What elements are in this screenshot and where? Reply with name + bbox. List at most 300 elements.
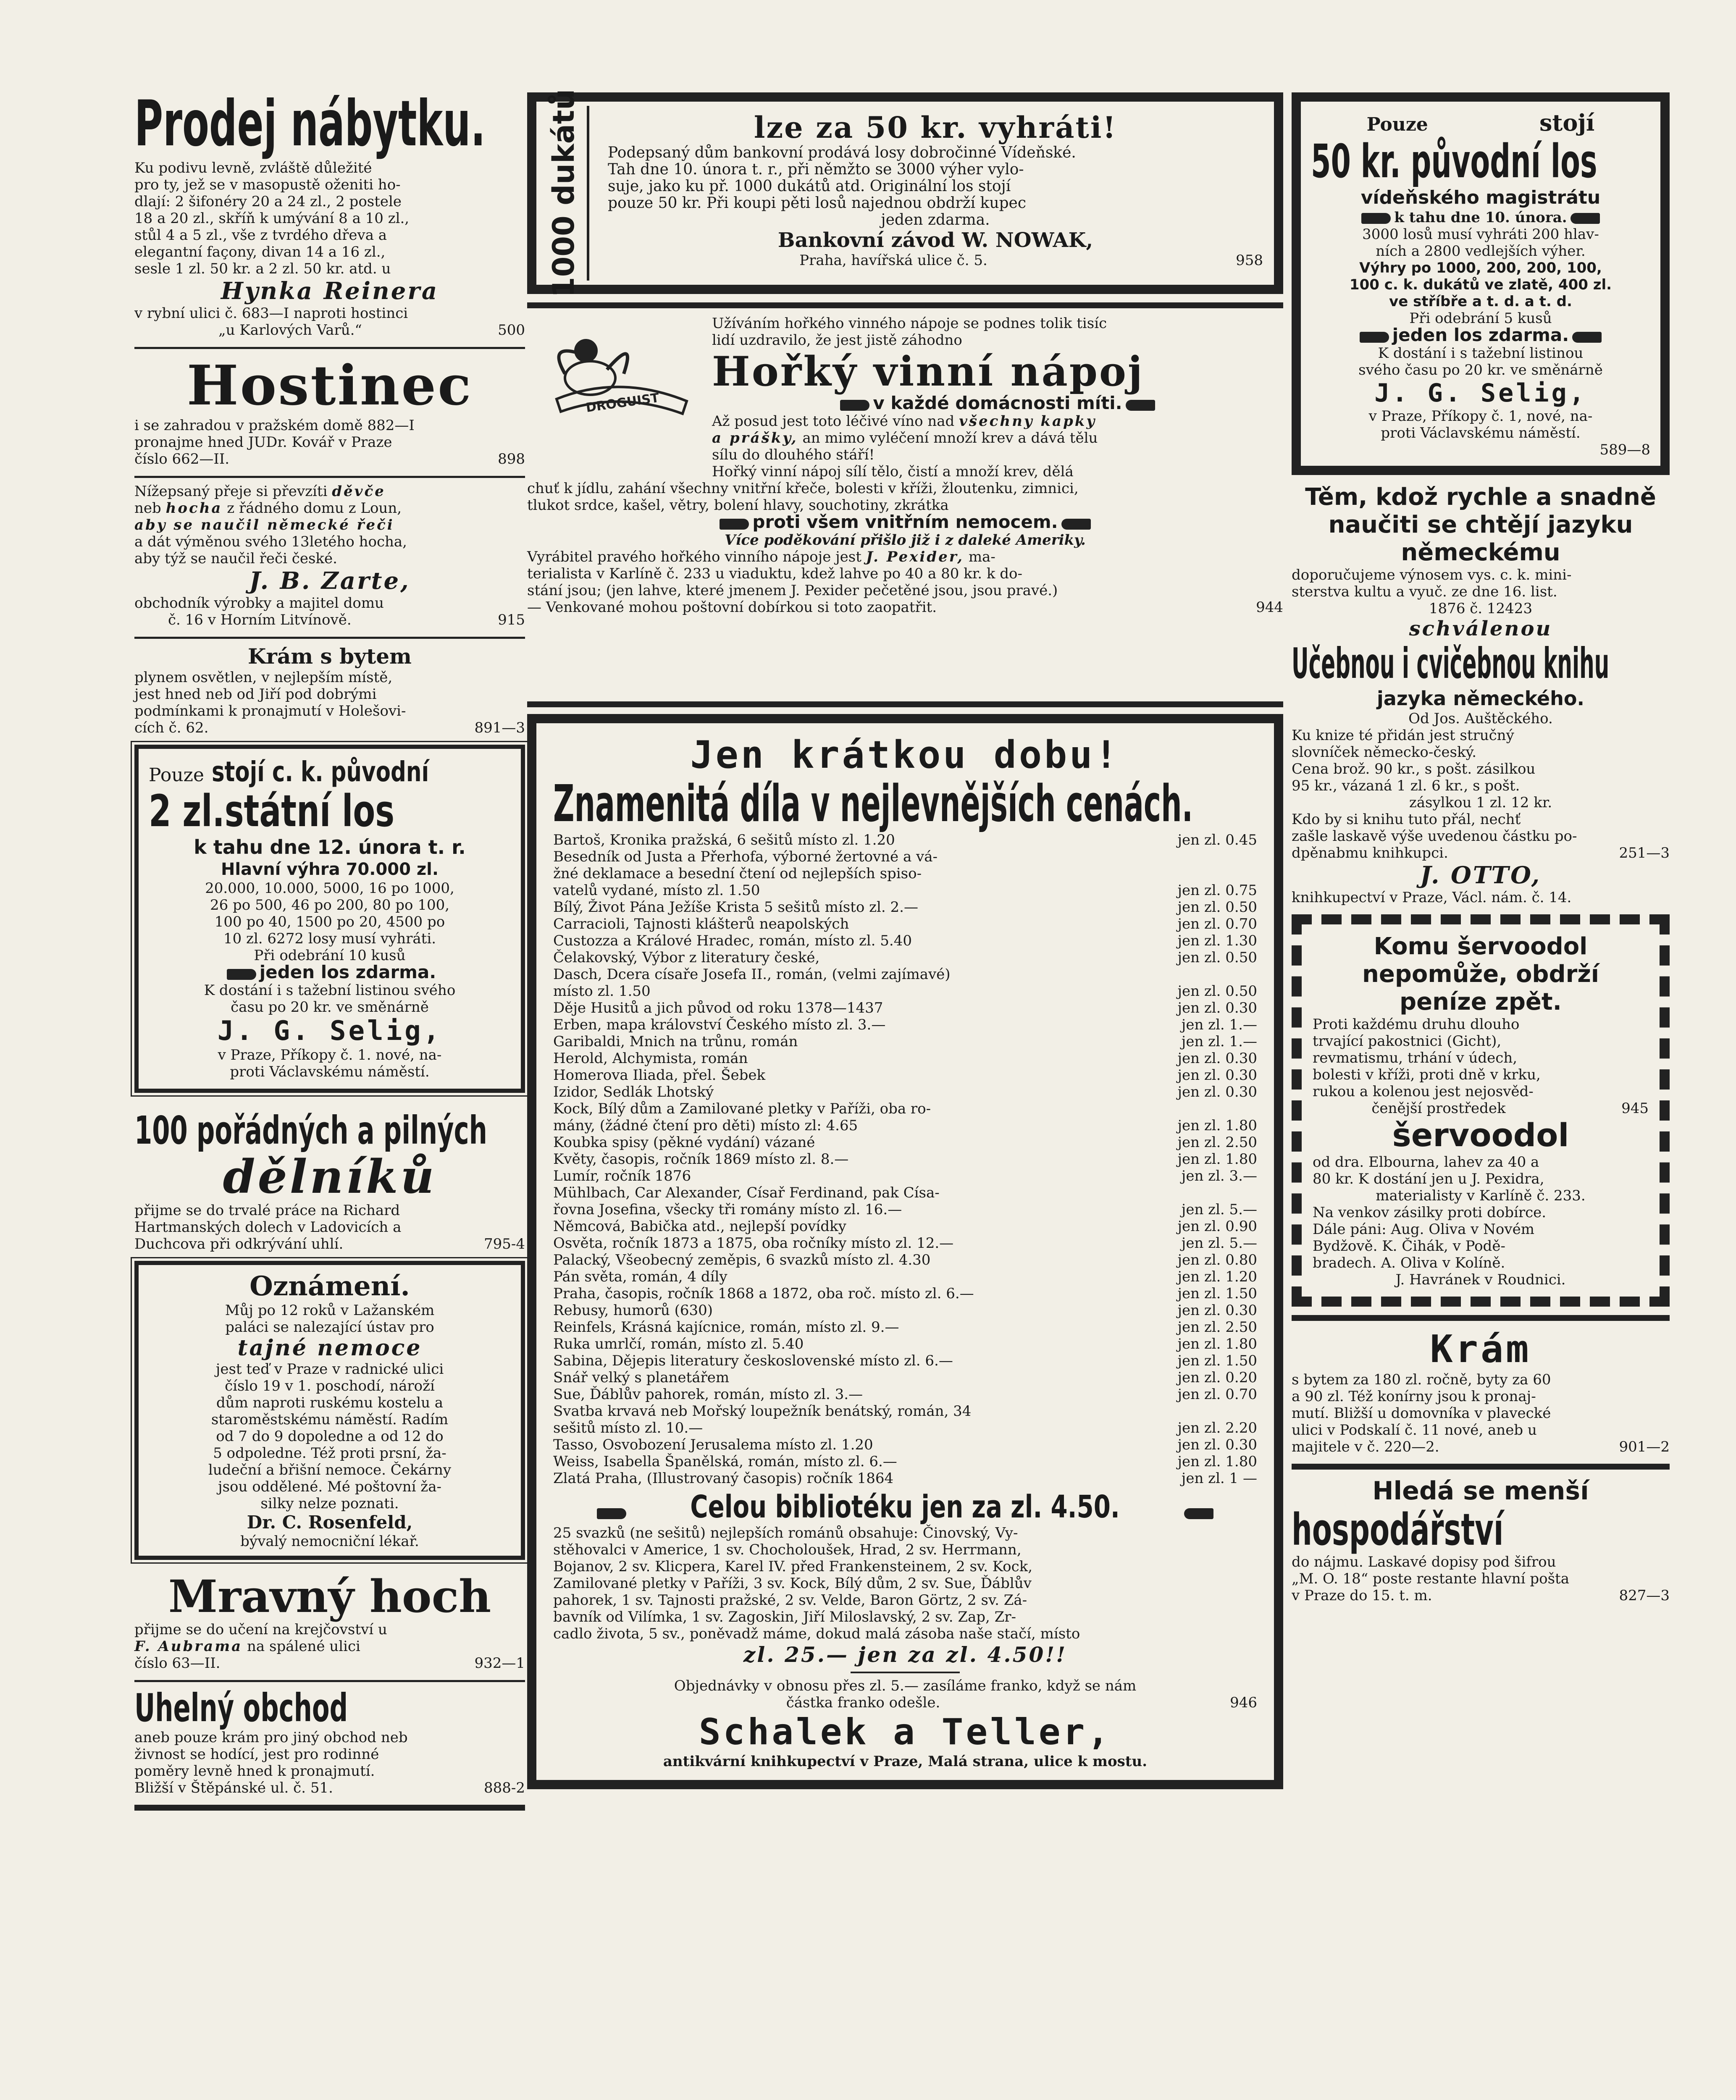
book-price: jen zl. 0.75: [1177, 882, 1257, 899]
ad-text: cadlo života, 5 sv., poněvadž máme, dokud malá zásoba naše stačí, místo: [553, 1625, 1080, 1642]
ad-coal-shop: [134, 1687, 525, 1796]
book-row: [553, 1268, 1257, 1285]
ad-text: stěhovalci v Americe, 1 sv. Chocholoušek, Hrad, 2 sv. Herrmann,: [553, 1541, 1022, 1558]
book-row: [553, 1016, 1257, 1033]
ad-text: chuť k jídlu, zahání všechny vnitřní křeče, bolesti v kříži, žloutenku, zimnici,: [527, 480, 1079, 497]
book-price: jen zl. 0.30: [1177, 1067, 1257, 1084]
ad-headline: hospodářství: [1292, 1504, 1504, 1555]
book-row: [553, 1252, 1257, 1268]
ad-keyword: všechny kapky: [959, 413, 1097, 430]
ad-text: dpěnabmu knihkupci.: [1292, 845, 1448, 861]
advertiser-name: Dr. C. Rosenfeld,: [247, 1512, 413, 1533]
ad-headline: peníze zpět.: [1400, 988, 1562, 1016]
ad-headline: 50 kr. původní los: [1311, 134, 1597, 188]
book-row: [553, 1100, 1257, 1117]
ad-address: „u Karlových Varů.“: [218, 322, 362, 339]
book-row: [553, 1151, 1257, 1168]
book-price: jen zl. 1.80: [1177, 1336, 1257, 1352]
ad-text: Můj po 12 roků v Lažanském: [225, 1302, 435, 1319]
ad-number: 945: [1621, 1100, 1649, 1117]
ad-text: pahorek, 1 sv. Tajnosti pražské, 2 sv. Velde, Baron Görtz, 2 sv. Zá-: [553, 1592, 1027, 1609]
advertiser-name: J. B. Zarte,: [249, 567, 410, 595]
book-price: jen zl. 1.20: [1177, 1268, 1257, 1285]
book-title: Carracioli, Tajnosti klášterů neapolských: [553, 916, 849, 932]
ad-number: 589—8: [1599, 441, 1650, 458]
book-row: [553, 1201, 1257, 1218]
divider: [134, 1680, 525, 1682]
ad-text: Vyrábitel pravého hořkého vinního nápoje jest: [527, 549, 861, 565]
ad-text: čenější prostředek: [1371, 1100, 1506, 1117]
book-price: jen zl. 3.—: [1181, 1168, 1257, 1184]
ad-text: neb: [134, 500, 161, 517]
ad-headline: Krám s bytem: [248, 644, 412, 669]
book-price: jen zl. 0.30: [1177, 1436, 1257, 1453]
advertiser-name: Schalek a Teller,: [699, 1711, 1112, 1753]
ad-text: zašle laskavě výše uvedenou částku po-: [1292, 828, 1577, 845]
divider: [1292, 1464, 1670, 1470]
ad-text: sílu do dlouhého stáří!: [712, 446, 875, 463]
pointing-hand-icon: [227, 969, 256, 980]
book-row: [553, 1050, 1257, 1067]
ad-number: 888-2: [483, 1780, 525, 1796]
ad-number: 932—1: [474, 1655, 525, 1672]
ad-text: živnost se hodící, jest pro rodinné: [134, 1746, 379, 1763]
ad-number: 915: [498, 612, 525, 628]
ad-headline: německému: [1401, 539, 1560, 566]
book-price: jen zl. 1.80: [1177, 1117, 1257, 1134]
side-label-text: 1000 dukátů: [546, 89, 581, 298]
book-row: [553, 1386, 1257, 1403]
ad-address: antikvární knihkupectví v Praze, Malá strana, ulice k mostu.: [663, 1753, 1148, 1770]
ad-text: bolesti v kříži, proti dně v krku,: [1313, 1066, 1541, 1083]
ad-text: silky nelze poznati.: [260, 1495, 399, 1512]
ad-text: sesle 1 zl. 50 kr. a 2 zl. 50 kr. atd. u: [134, 260, 391, 277]
ad-text: od dra. Elbourna, lahev za 40 a: [1313, 1154, 1539, 1171]
ad-text: Ku podivu levně, zvláště důležité: [134, 160, 372, 176]
book-price: [1173, 848, 1257, 865]
ad-text: podmínkami k pronajmutí v Holešovi-: [134, 703, 406, 719]
ad-text: elegantní façony, divan 14 a 16 zl.,: [134, 244, 386, 260]
book-price: jen zl. 5.—: [1181, 1235, 1257, 1252]
ad-text: — Venkované mohou poštovní dobírkou si toto zaopatřit.: [527, 599, 937, 616]
ad-text: plynem osvětlen, v nejlepším místě,: [134, 669, 393, 686]
ad-text: suje, jako ku př. 1000 dukátů atd. Originální los stojí: [608, 178, 1011, 195]
book-row: [553, 983, 1257, 1000]
ad-headline: Krám: [1430, 1327, 1531, 1371]
pointing-hand-icon: [840, 400, 869, 411]
ad-bitter-wine: [527, 315, 1283, 693]
ad-text: proti Václavskému náměstí.: [1381, 425, 1581, 441]
ad-text: jeden los zdarma.: [259, 962, 436, 982]
book-row: [553, 1184, 1257, 1201]
book-title: Erben, mapa království Českého místo zl. 3.—: [553, 1016, 886, 1033]
book-title: Dasch, Dcera císaře Josefa II., román, (velmi zajímavé): [553, 966, 951, 983]
ad-big-title: Učebnou i cvičebnou knihu: [1292, 639, 1610, 688]
book-row: [553, 848, 1257, 865]
advertiser-name: Bankovní závod W. NOWAK,: [777, 228, 1093, 252]
ad-keyword: a prášky,: [712, 430, 798, 446]
ad-inn: [134, 354, 525, 467]
book-row: [553, 1067, 1257, 1084]
ad-text: v Praze do 15. t. m.: [1292, 1587, 1432, 1604]
pointing-hand-icon: [1361, 213, 1391, 224]
ad-headline: Oznámení.: [250, 1270, 410, 1302]
book-title: Bartoš, Kronika pražská, 6 sešitů místo zl. 1.20: [553, 832, 895, 848]
ad-text: 10 zl. 6272 losy musí vyhráti.: [223, 930, 436, 947]
column-right: [1292, 92, 1670, 1612]
ad-text: poměry levně hned k pronajmutí.: [134, 1763, 375, 1780]
ad-keyword: děvče: [332, 483, 386, 500]
book-price: jen zl. 1.30: [1177, 932, 1257, 949]
book-title: Čelakovský, Výbor z literatury české,: [553, 949, 820, 966]
book-row: [553, 1168, 1257, 1184]
ad-text: doporučujeme výnosem vys. c. k. mini-: [1292, 567, 1572, 583]
book-price: jen zl. 2.50: [1177, 1319, 1257, 1336]
ad-text: cích č. 62.: [134, 719, 209, 736]
divider: [134, 347, 525, 349]
book-row: [553, 865, 1257, 882]
ad-headline: Hořký vinní nápoj: [712, 348, 1144, 395]
book-price: [1173, 865, 1257, 882]
ad-text: bradech. A. Oliva v Kolíně.: [1313, 1255, 1505, 1271]
book-title: Reinfels, Krásná kajícnice, román, místo zl. 9.—: [553, 1319, 899, 1336]
ad-text: pronajme hned JUDr. Kovář v Praze: [134, 434, 392, 451]
ad-text: Kdo by si knihu tuto přál, nechť: [1292, 811, 1521, 828]
ad-number: 795-4: [483, 1236, 525, 1252]
ad-text: jazyka německého.: [1377, 687, 1584, 710]
ad-text: Ku knize té přidán jest stručný: [1292, 727, 1514, 744]
ad-keyword: tajné nemoce: [237, 1335, 422, 1361]
ad-text: Dále páni: Aug. Oliva v Novém: [1313, 1221, 1534, 1238]
pointing-hand-icon: [1184, 1508, 1213, 1519]
divider: [134, 1805, 525, 1811]
ad-text: času po 20 kr. ve směnárně: [231, 999, 429, 1016]
ad-headline: Komu šervoodol: [1374, 933, 1588, 960]
ad-text: 5 odpoledne. Též proti prsní, ža-: [213, 1445, 446, 1462]
book-row: [553, 932, 1257, 949]
ad-german-textbook: [1292, 483, 1670, 906]
ad-text: obchodník výrobky a majitel domu: [134, 595, 384, 612]
ad-text: stojí c. k. původní: [211, 756, 429, 788]
ad-text: číslo 662—II.: [134, 451, 230, 467]
ad-text: stání jsou; (jen lahve, které jmenem J. Pexider pečetěné jsou, jsou pravé.): [527, 582, 1058, 599]
divider: [1292, 1315, 1670, 1321]
ad-text: tlukot srdce, kašel, větry, bolení hlavy, souchotiny, zkrátka: [527, 497, 949, 514]
advertiser-name: J. G. Selig,: [1374, 378, 1587, 408]
ad-text: v každé domácnosti míti.: [873, 393, 1122, 413]
book-title: mány, (žádné čtení pro děti) místo zl: 4.65: [553, 1117, 858, 1134]
ad-text: číslo 63—II.: [134, 1655, 221, 1672]
ad-text: 95 kr., vázaná 1 zl. 6 kr., s pošt.: [1292, 777, 1520, 794]
book-price: jen zl. 1.50: [1177, 1352, 1257, 1369]
book-price: jen zl. 1.—: [1181, 1033, 1257, 1050]
book-title: řovna Josefina, všecky tři romány místo zl. 16.—: [553, 1201, 902, 1218]
advertiser-name: F. Aubrama: [134, 1638, 243, 1655]
book-price: jen zl. 0.30: [1177, 1302, 1257, 1319]
ad-text: paláci se nalezající ústav pro: [225, 1319, 434, 1336]
book-price: jen zl. 0.30: [1177, 1000, 1257, 1016]
ad-text: a 90 zl. Též konírny jsou k pronaj-: [1292, 1388, 1536, 1405]
book-price: jen zl. 1.80: [1177, 1151, 1257, 1168]
ad-text: v Praze, Příkopy č. 1, nové, na-: [1368, 408, 1593, 425]
pointing-hand-icon: [1571, 213, 1600, 224]
book-row: [553, 1084, 1257, 1100]
ad-tailor-apprentice: [134, 1572, 525, 1672]
book-title: Sue, Ďáblův pahorek, román, místo zl. 3.—: [553, 1386, 863, 1403]
ad-text: sterstva kultu a vyuč. ze dne 16. list.: [1292, 583, 1557, 600]
advertiser-name: J. Pexider,: [866, 549, 964, 565]
ad-text: 1876 č. 12423: [1429, 600, 1533, 617]
ad-text: bývalý nemocniční lékař.: [240, 1533, 419, 1550]
book-price: jen zl. 0.50: [1177, 949, 1257, 966]
ad-text: přijme se do učení na krejčovství u: [134, 1621, 387, 1638]
book-row: [553, 916, 1257, 932]
advertiser-name: J. OTTO,: [1420, 861, 1542, 889]
book-row: [553, 1134, 1257, 1151]
book-price: jen zl. 0.20: [1177, 1369, 1257, 1386]
book-row: [553, 1235, 1257, 1252]
book-title: Květy, časopis, ročník 1869 místo zl. 8.—: [553, 1151, 849, 1168]
ad-text: jeden los zdarma.: [1392, 325, 1569, 345]
ad-text: vídeňského magistrátu: [1360, 187, 1601, 208]
pointing-hand-icon: [597, 1508, 626, 1519]
ad-servoodol: [1292, 914, 1670, 1307]
divider: [851, 1672, 960, 1673]
book-price-list: [553, 832, 1257, 1487]
book-row: [553, 1117, 1257, 1134]
book-title: Homerova Iliada, přel. Šebek: [553, 1067, 766, 1084]
ad-text: Hlavní výhra 70.000 zl.: [221, 860, 439, 879]
side-label: [541, 89, 589, 298]
ad-text: J. Havránek v Roudnici.: [1395, 1271, 1566, 1288]
ad-text: od 7 do 9 dopoledne a od 12 do: [216, 1428, 444, 1445]
ad-text: Užíváním hořkého vinného nápoje se podnes tolik tisíc: [712, 315, 1107, 332]
book-price: jen zl. 1.80: [1177, 1453, 1257, 1470]
column-center: [527, 89, 1283, 1798]
ad-text: aby týž se naučil řeči české.: [134, 550, 337, 567]
column-left: [134, 87, 525, 1817]
ad-text: Bližší v Štěpánské ul. č. 51.: [134, 1780, 333, 1796]
ad-text: Zamilované pletky v Paříži, 3 sv. Kock, Bílý dům, 2 sv. Sue, Ďáblův: [553, 1575, 1032, 1592]
book-row: [553, 1403, 1257, 1420]
ad-number: 500: [498, 322, 525, 339]
ad-text: jsou oddělené. Mé poštovní ža-: [218, 1478, 441, 1495]
book-title: Zlatá Praha, (Illustrovaný časopis) ročník 1864: [553, 1470, 894, 1487]
ad-text: a dát výměnou svého 13letého hocha,: [134, 533, 407, 550]
ad-text: Objednávky v obnosu přes zl. 5.— zasíláme franko, když se nám: [674, 1677, 1137, 1694]
ad-total-offer: Celou bibliotéku jen za zl. 4.50.: [690, 1489, 1120, 1525]
ad-text: Výhry po 1000, 200, 200, 100,: [1359, 260, 1602, 276]
ad-text: Více poděkování přišlo již i z daleké Ameriky.: [725, 532, 1086, 549]
ad-text: Při odebrání 10 kusů: [254, 947, 406, 964]
ad-text: stojí: [1539, 109, 1595, 136]
ad-text: trvající pakostnici (Gicht),: [1313, 1033, 1502, 1050]
ad-address: Praha, havířská ulice č. 5.: [799, 252, 987, 269]
ad-text: Pouze: [1366, 114, 1428, 135]
ad-text: 18 a 20 zl., skříň k umývání 8 a 10 zl.,: [134, 210, 410, 227]
ad-text: 20.000, 10.000, 5000, 16 po 1000,: [205, 880, 454, 897]
book-title: Weiss, Isabella Španělská, román, místo zl. 6.—: [553, 1453, 897, 1470]
ad-text: ve stříbře a t. d. a t. d.: [1389, 293, 1572, 310]
ad-subheadline: Znamenitá díla v nejlevnějších cenách.: [553, 775, 1193, 833]
ad-text: 3000 losů musí vyhráti 200 hlav-: [1362, 226, 1599, 243]
ad-text: 26 po 500, 46 po 200, 80 po 100,: [210, 897, 450, 914]
book-row: [553, 1436, 1257, 1453]
book-price: jen zl. 2.50: [1177, 1134, 1257, 1151]
ad-headline: 100 pořádných a pilných: [134, 1108, 487, 1153]
ad-text: Pouze: [149, 764, 204, 786]
ad-text: Na venkov zásilky proti dobírce.: [1313, 1204, 1547, 1221]
book-price: jen zl. 1.—: [1181, 1016, 1257, 1033]
ad-text: Od Jos. Auštěckého.: [1408, 710, 1553, 727]
book-row: [553, 1285, 1257, 1302]
ad-address: knihkupectví v Praze, Václ. nám. č. 14.: [1292, 889, 1572, 906]
book-title: Besedník od Justa a Přerhofa, výborné žertovné a vá-: [553, 848, 938, 865]
ad-text: Nížepsaný přeje si převzíti: [134, 483, 328, 500]
ad-text: Proti každému druhu dlouho: [1313, 1016, 1520, 1033]
book-title: žné deklamace a besední čtení od nejlepších spiso-: [553, 865, 922, 882]
angel-banner-text: DROGUIST: [585, 390, 660, 416]
ad-text: dlají: 2 šifonéry 20 a 24 zl., 2 postele: [134, 193, 402, 210]
book-title: Herold, Alchymista, román: [553, 1050, 748, 1067]
ad-text: K dostání i s tažební listinou: [1378, 345, 1584, 362]
book-title: Mühlbach, Car Alexander, Císař Ferdinand, pak Císa-: [553, 1184, 940, 1201]
ad-headline: Prodej nábytku.: [134, 87, 486, 160]
ad-text: bavník od Vilímka, 1 sv. Zagoskin, Jiří Miloslavský, 2 sv. Zap, Zr-: [553, 1609, 1016, 1625]
ad-text: jeden zdarma.: [881, 211, 990, 228]
pointing-hand-icon: [1061, 519, 1091, 530]
book-title: Palacký, Všeobecný zeměpis, 6 svazků místo zl. 4.30: [553, 1252, 931, 1268]
book-title: Bílý, Život Pána Ježíše Krista 5 sešitů místo zl. 2.—: [553, 899, 918, 916]
book-row: [553, 966, 1257, 983]
book-price: jen zl. 0.30: [1177, 1050, 1257, 1067]
book-title: Garibaldi, Mnich na trůnu, román: [553, 1033, 798, 1050]
ad-number: 898: [498, 451, 525, 467]
ad-text: Bojanov, 2 sv. Klicpera, Karel IV. před Frankensteinem, 2 sv. Kock,: [553, 1558, 1033, 1575]
ad-headline: naučiti se chtějí jazyku: [1328, 511, 1633, 538]
ad-keyword: hocha: [165, 500, 223, 517]
ad-text: materialisty v Karlíně č. 233.: [1376, 1187, 1586, 1204]
ad-address: v rybní ulici č. 683—I naproti hostinci: [134, 305, 408, 322]
ad-text: k tahu dne 12. února t. r.: [194, 836, 466, 858]
ad-text: ních a 2800 vedlejších výher.: [1376, 243, 1586, 260]
ad-keyword: schválenou: [1409, 617, 1552, 640]
book-row: [553, 1033, 1257, 1050]
book-price: jen zl. 0.50: [1177, 899, 1257, 916]
ad-text: 100 c. k. dukátů ve zlatě, 400 zl.: [1349, 276, 1612, 293]
book-row: [553, 1319, 1257, 1336]
book-title: Sabina, Dějepis literatury československé místo zl. 6.—: [553, 1352, 953, 1369]
divider: [134, 637, 525, 639]
book-price: [1173, 1403, 1257, 1420]
ad-text: jest hned neb od Jiří pod dobrými: [134, 686, 377, 703]
ad-text: mutí. Bližší u domovníka v plavecké: [1292, 1405, 1551, 1422]
ad-number: 944: [1256, 599, 1283, 616]
book-title: Tasso, Osvobození Jerusalema místo zl. 1.20: [553, 1436, 873, 1453]
ad-number: 827—3: [1619, 1587, 1670, 1604]
book-price: jen zl. 1 —: [1181, 1470, 1257, 1487]
angel-druggist-icon: [540, 328, 699, 424]
book-title: Custozza a Králové Hradec, román, místo zl. 5.40: [553, 932, 912, 949]
pointing-hand-icon: [1572, 332, 1602, 343]
book-price: jen zl. 1.50: [1177, 1285, 1257, 1302]
book-price: [1173, 966, 1257, 983]
ad-headline: Těm, kdož rychle a snadně: [1305, 483, 1656, 511]
book-price: jen zl. 0.30: [1177, 1084, 1257, 1100]
divider: [134, 476, 525, 478]
book-row: [553, 882, 1257, 899]
ad-announcement-doctor: [134, 1261, 525, 1560]
book-title: Ruka umrlčí, román, místo zl. 5.40: [553, 1336, 804, 1352]
book-price: jen zl. 5.—: [1181, 1201, 1257, 1218]
book-title: Pán světa, román, 4 díly: [553, 1268, 727, 1285]
book-row: [553, 1336, 1257, 1352]
book-price: jen zl. 0.70: [1177, 916, 1257, 932]
ad-text: přijme se do trvalé práce na Richard: [134, 1202, 400, 1219]
ad-text: zásylkou 1 zl. 12 kr.: [1409, 794, 1552, 811]
book-title: Osvěta, ročník 1873 a 1875, oba ročníky místo zl. 12.—: [553, 1235, 954, 1252]
book-row: [553, 1453, 1257, 1470]
ad-text: v Praze, Příkopy č. 1. nové, na-: [218, 1047, 442, 1063]
ad-text: rukou a kolenou jest nejosvěd-: [1313, 1083, 1534, 1100]
ad-text: Podepsaný dům bankovní prodává losy dobročinné Vídeňské.: [608, 144, 1076, 161]
ad-text: „M. O. 18“ poste restante hlavní pošta: [1292, 1570, 1569, 1587]
book-price: jen zl. 0.80: [1177, 1252, 1257, 1268]
book-row: [553, 1000, 1257, 1016]
ad-furniture-sale: [134, 87, 525, 339]
ad-text: majitele v č. 220—2.: [1292, 1438, 1439, 1455]
ad-text: terialista v Karlíně č. 233 u viaduktu, kdež lahve po 40 a 80 kr. k do-: [527, 565, 1023, 582]
ad-headline: lze za 50 kr. vyhráti!: [754, 110, 1117, 145]
book-price: jen zl. 0.45: [1177, 832, 1257, 848]
book-title: sešitů místo zl. 10.—: [553, 1420, 703, 1436]
book-row: [553, 1470, 1257, 1487]
ad-text: ulici v Podskalí č. 11 nové, aneb u: [1292, 1422, 1537, 1438]
book-row: [553, 1218, 1257, 1235]
ad-text: částka franko odešle.: [786, 1694, 940, 1711]
ad-text: i se zahradou v pražském domě 882—I: [134, 417, 415, 434]
book-price: jen zl. 0.70: [1177, 1386, 1257, 1403]
book-row: [553, 1420, 1257, 1436]
ad-text: aneb pouze krám pro jiný obchod neb: [134, 1729, 408, 1746]
ad-headline: Hostinec: [186, 353, 473, 417]
ad-text: na spálené ulici: [247, 1638, 360, 1655]
ad-text: pro ty, jež se v masopustě oženiti ho-: [134, 176, 401, 193]
ad-text: Až posud jest toto léčivé víno nad: [712, 413, 955, 430]
book-title: vatelů vydané, místo zl. 1.50: [553, 882, 760, 899]
ad-headline: Uhelný obchod: [134, 1685, 348, 1730]
ad-text: staroměstskému náměstí. Radím: [211, 1411, 449, 1428]
ad-workers: [134, 1110, 525, 1252]
ad-text: dům naproti ruskému kostelu a: [216, 1394, 444, 1411]
ad-text: pouze 50 kr. Při koupi pěti losů najednou obdrží kupec: [608, 194, 1027, 212]
ad-text: proti Václavskému náměstí.: [230, 1063, 430, 1080]
book-title: Snář velký s planetářem: [553, 1369, 730, 1386]
ad-text: ludeční a břišní nemoce. Čekárny: [208, 1462, 452, 1478]
book-title: Koubka spisy (pěkné vydání) vázané: [553, 1134, 815, 1151]
book-price: jen zl. 2.20: [1177, 1420, 1257, 1436]
ad-state-lottery: [134, 745, 525, 1093]
ad-text: Cena brož. 90 kr., s pošt. zásilkou: [1292, 761, 1536, 777]
book-row: [553, 832, 1257, 848]
advertiser-name: J. G. Selig,: [217, 1016, 442, 1047]
ad-headline: nepomůže, obdrží: [1362, 961, 1599, 988]
ad-text: k tahu dne 10. února.: [1394, 209, 1567, 226]
ad-text: Hartmanských dolech v Ladovicích a: [134, 1219, 402, 1236]
ad-text: slovníček německo-český.: [1292, 744, 1477, 761]
ad-text: lidí uzdravilo, že jest jistě záhodno: [712, 332, 962, 349]
book-title: Děje Husitů a jich původ od roku 1378—1437: [553, 1000, 883, 1016]
